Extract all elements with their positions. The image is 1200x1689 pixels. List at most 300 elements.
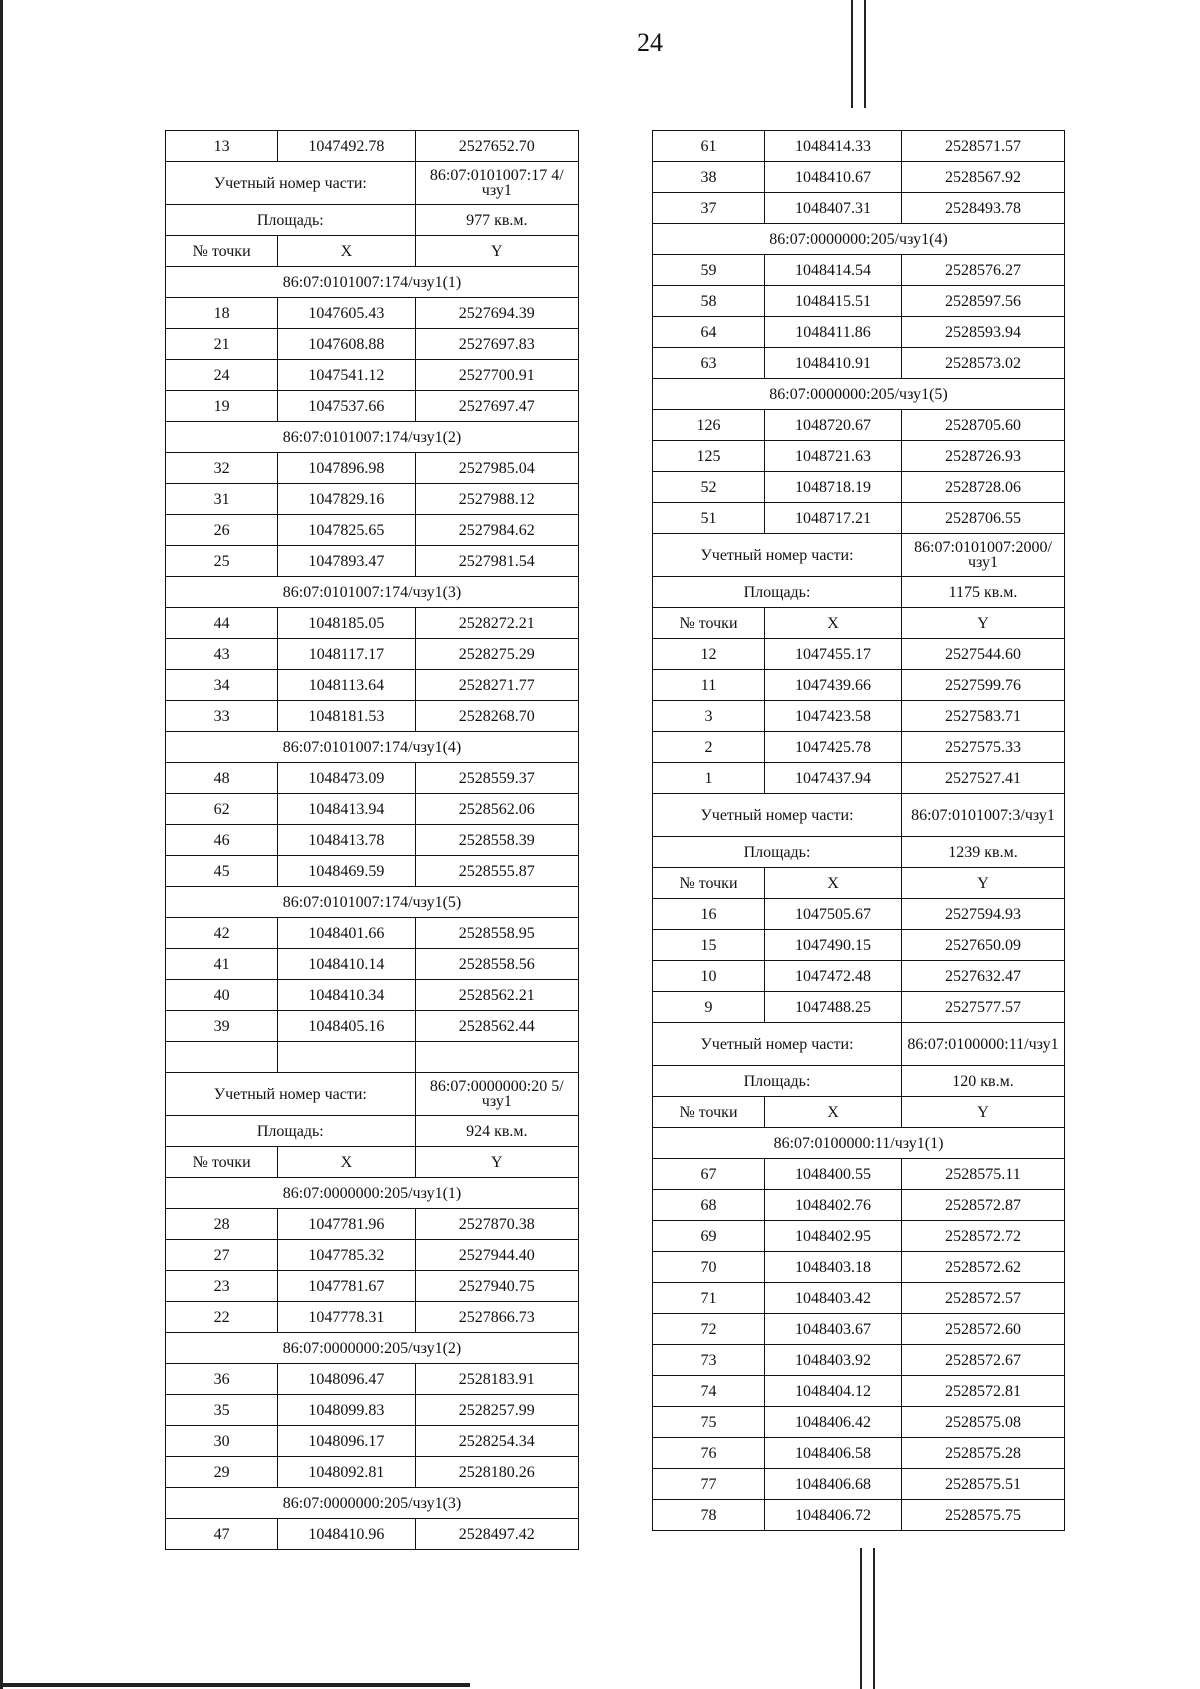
y-coordinate-cell: 2527527.41 bbox=[902, 763, 1065, 794]
y-coordinate-cell: 2528562.06 bbox=[415, 794, 578, 825]
column-header-row bbox=[166, 1147, 579, 1178]
x-coordinate-cell: 1047893.47 bbox=[278, 546, 415, 577]
y-coordinate-cell: 2528575.51 bbox=[902, 1469, 1065, 1500]
point-number-cell: 62 bbox=[166, 794, 278, 825]
y-coordinate-cell: 2528558.56 bbox=[415, 949, 578, 980]
table-row bbox=[653, 503, 1065, 534]
account-number-label: Учетный номер части: bbox=[166, 1073, 416, 1116]
scan-artifact-line bbox=[864, 0, 866, 108]
account-number-value: 86:07:0101007:2000/чзу1 bbox=[902, 534, 1065, 577]
x-coordinate-cell: 1047781.67 bbox=[278, 1271, 415, 1302]
y-coordinate-cell: 2528183.91 bbox=[415, 1364, 578, 1395]
point-number-cell: 78 bbox=[653, 1500, 765, 1531]
x-coordinate-cell: 1047492.78 bbox=[278, 131, 415, 162]
y-coordinate-cell: 2528271.77 bbox=[415, 670, 578, 701]
point-number-cell: 33 bbox=[166, 701, 278, 732]
table-row bbox=[166, 1209, 579, 1240]
y-coordinate-cell: 2528257.99 bbox=[415, 1395, 578, 1426]
x-coordinate-cell: 1048473.09 bbox=[278, 763, 415, 794]
y-coordinate-cell: 2528558.95 bbox=[415, 918, 578, 949]
point-number-cell: 21 bbox=[166, 329, 278, 360]
y-coordinate-cell: 2528726.93 bbox=[902, 441, 1065, 472]
point-number-cell: 30 bbox=[166, 1426, 278, 1457]
column-header-row bbox=[166, 236, 579, 267]
x-coordinate-cell: 1048181.53 bbox=[278, 701, 415, 732]
x-coordinate-cell: 1048414.54 bbox=[765, 255, 902, 286]
contour-label-cell: 86:07:0100000:11/чзу1(1) bbox=[653, 1128, 1065, 1159]
y-coordinate-cell: 2527652.70 bbox=[415, 131, 578, 162]
x-coordinate-cell: 1048414.33 bbox=[765, 131, 902, 162]
point-number-cell: 22 bbox=[166, 1302, 278, 1333]
y-coordinate-cell: 2527697.47 bbox=[415, 391, 578, 422]
point-number-cell: 23 bbox=[166, 1271, 278, 1302]
table-row bbox=[653, 286, 1065, 317]
y-coordinate-cell: 2527981.54 bbox=[415, 546, 578, 577]
y-coordinate-cell: 2528597.56 bbox=[902, 286, 1065, 317]
table-row bbox=[166, 1364, 579, 1395]
point-number-cell: 76 bbox=[653, 1438, 765, 1469]
account-number-row bbox=[653, 1023, 1065, 1066]
point-number-cell: 25 bbox=[166, 546, 278, 577]
point-number-cell: 19 bbox=[166, 391, 278, 422]
column-header-row bbox=[653, 868, 1065, 899]
y-coordinate-cell: 2528572.60 bbox=[902, 1314, 1065, 1345]
area-value: 1175 кв.м. bbox=[902, 577, 1065, 608]
y-coordinate-cell: 2527697.83 bbox=[415, 329, 578, 360]
point-number-cell: 11 bbox=[653, 670, 765, 701]
table-row bbox=[653, 639, 1065, 670]
contour-group-row bbox=[166, 1333, 579, 1364]
table-row bbox=[166, 484, 579, 515]
x-coordinate-cell: 1047781.96 bbox=[278, 1209, 415, 1240]
x-coordinate-cell: 1048413.78 bbox=[278, 825, 415, 856]
table-row bbox=[166, 298, 579, 329]
account-number-value: 86:07:0100000:11/чзу1 bbox=[902, 1023, 1065, 1066]
point-number-header: № точки bbox=[166, 236, 278, 267]
table-row bbox=[166, 329, 579, 360]
y-coordinate-cell: 2528180.26 bbox=[415, 1457, 578, 1488]
table-row bbox=[166, 701, 579, 732]
table-row bbox=[653, 472, 1065, 503]
account-number-label: Учетный номер части: bbox=[166, 162, 416, 205]
y-coordinate-cell: 2528575.08 bbox=[902, 1407, 1065, 1438]
scan-artifact-line bbox=[851, 0, 853, 108]
area-row bbox=[653, 577, 1065, 608]
table-row bbox=[653, 1190, 1065, 1221]
x-coordinate-cell: 1047537.66 bbox=[278, 391, 415, 422]
table-row bbox=[653, 763, 1065, 794]
area-row bbox=[166, 1116, 579, 1147]
y-coordinate-cell: 2527870.38 bbox=[415, 1209, 578, 1240]
table-row bbox=[653, 1407, 1065, 1438]
x-coordinate-cell: 1047608.88 bbox=[278, 329, 415, 360]
x-coordinate-cell: 1047437.94 bbox=[765, 763, 902, 794]
point-number-cell: 41 bbox=[166, 949, 278, 980]
y-coordinate-cell: 2528254.34 bbox=[415, 1426, 578, 1457]
point-number-cell: 31 bbox=[166, 484, 278, 515]
scan-artifact-line bbox=[860, 1548, 862, 1689]
x-header: X bbox=[765, 1097, 902, 1128]
contour-label-cell: 86:07:0101007:174/чзу1(2) bbox=[166, 422, 579, 453]
table-row bbox=[166, 515, 579, 546]
x-header: X bbox=[765, 868, 902, 899]
point-number-cell: 63 bbox=[653, 348, 765, 379]
table-row bbox=[653, 1159, 1065, 1190]
x-coordinate-cell: 1048720.67 bbox=[765, 410, 902, 441]
contour-label-cell: 86:07:0000000:205/чзу1(4) bbox=[653, 224, 1065, 255]
contour-group-row bbox=[166, 732, 579, 763]
point-number-cell: 69 bbox=[653, 1221, 765, 1252]
point-number-cell: 16 bbox=[653, 899, 765, 930]
point-number-cell: 61 bbox=[653, 131, 765, 162]
y-coordinate-cell: 2528706.55 bbox=[902, 503, 1065, 534]
area-value: 120 кв.м. bbox=[902, 1066, 1065, 1097]
x-header: X bbox=[278, 1147, 415, 1178]
contour-group-row bbox=[653, 224, 1065, 255]
table-row bbox=[166, 608, 579, 639]
table-row bbox=[653, 899, 1065, 930]
table-row bbox=[653, 410, 1065, 441]
table-row bbox=[166, 918, 579, 949]
x-header: X bbox=[278, 236, 415, 267]
right-coordinates-table bbox=[652, 130, 1065, 1531]
area-value: 1239 кв.м. bbox=[902, 837, 1065, 868]
contour-group-row bbox=[653, 379, 1065, 410]
point-number-cell: 15 bbox=[653, 930, 765, 961]
right-table-body bbox=[653, 131, 1065, 1531]
x-coordinate-cell: 1047490.15 bbox=[765, 930, 902, 961]
empty-cell bbox=[166, 1042, 278, 1073]
scan-artifact-line bbox=[0, 1683, 470, 1687]
x-coordinate-cell: 1047472.48 bbox=[765, 961, 902, 992]
contour-group-row bbox=[653, 1128, 1065, 1159]
x-coordinate-cell: 1048402.95 bbox=[765, 1221, 902, 1252]
y-coordinate-cell: 2528572.62 bbox=[902, 1252, 1065, 1283]
table-row bbox=[166, 825, 579, 856]
y-coordinate-cell: 2528572.72 bbox=[902, 1221, 1065, 1252]
y-coordinate-cell: 2528575.75 bbox=[902, 1500, 1065, 1531]
contour-label-cell: 86:07:0000000:205/чзу1(2) bbox=[166, 1333, 579, 1364]
table-row bbox=[653, 1500, 1065, 1531]
y-coordinate-cell: 2528705.60 bbox=[902, 410, 1065, 441]
y-coordinate-cell: 2528572.57 bbox=[902, 1283, 1065, 1314]
point-number-cell: 64 bbox=[653, 317, 765, 348]
y-coordinate-cell: 2528268.70 bbox=[415, 701, 578, 732]
point-number-cell: 42 bbox=[166, 918, 278, 949]
point-number-cell: 13 bbox=[166, 131, 278, 162]
point-number-cell: 38 bbox=[653, 162, 765, 193]
point-number-cell: 32 bbox=[166, 453, 278, 484]
account-number-value: 86:07:0000000:20 5/чзу1 bbox=[415, 1073, 578, 1116]
table-row bbox=[166, 1457, 579, 1488]
area-value: 924 кв.м. bbox=[415, 1116, 578, 1147]
x-coordinate-cell: 1048410.91 bbox=[765, 348, 902, 379]
point-number-cell: 72 bbox=[653, 1314, 765, 1345]
point-number-header: № точки bbox=[653, 1097, 765, 1128]
point-number-header: № точки bbox=[653, 608, 765, 639]
y-coordinate-cell: 2527694.39 bbox=[415, 298, 578, 329]
x-coordinate-cell: 1048411.86 bbox=[765, 317, 902, 348]
x-coordinate-cell: 1048400.55 bbox=[765, 1159, 902, 1190]
point-number-cell: 2 bbox=[653, 732, 765, 763]
x-coordinate-cell: 1048403.42 bbox=[765, 1283, 902, 1314]
contour-label-cell: 86:07:0101007:174/чзу1(4) bbox=[166, 732, 579, 763]
account-number-row bbox=[653, 534, 1065, 577]
y-header: Y bbox=[902, 1097, 1065, 1128]
point-number-cell: 3 bbox=[653, 701, 765, 732]
account-number-label: Учетный номер части: bbox=[653, 534, 902, 577]
table-row bbox=[653, 1376, 1065, 1407]
account-number-label: Учетный номер части: bbox=[653, 794, 902, 837]
x-coordinate-cell: 1048096.47 bbox=[278, 1364, 415, 1395]
y-coordinate-cell: 2528593.94 bbox=[902, 317, 1065, 348]
point-number-cell: 36 bbox=[166, 1364, 278, 1395]
point-number-cell: 10 bbox=[653, 961, 765, 992]
y-coordinate-cell: 2528571.57 bbox=[902, 131, 1065, 162]
y-coordinate-cell: 2527594.93 bbox=[902, 899, 1065, 930]
x-coordinate-cell: 1048717.21 bbox=[765, 503, 902, 534]
table-row bbox=[166, 794, 579, 825]
x-coordinate-cell: 1048403.92 bbox=[765, 1345, 902, 1376]
table-row bbox=[166, 1426, 579, 1457]
table-row bbox=[653, 930, 1065, 961]
y-coordinate-cell: 2528558.39 bbox=[415, 825, 578, 856]
x-coordinate-cell: 1047778.31 bbox=[278, 1302, 415, 1333]
y-coordinate-cell: 2528567.92 bbox=[902, 162, 1065, 193]
account-number-row bbox=[653, 794, 1065, 837]
point-number-cell: 44 bbox=[166, 608, 278, 639]
x-coordinate-cell: 1047488.25 bbox=[765, 992, 902, 1023]
point-number-cell: 34 bbox=[166, 670, 278, 701]
y-coordinate-cell: 2527577.57 bbox=[902, 992, 1065, 1023]
x-coordinate-cell: 1047425.78 bbox=[765, 732, 902, 763]
x-coordinate-cell: 1048403.18 bbox=[765, 1252, 902, 1283]
y-coordinate-cell: 2528272.21 bbox=[415, 608, 578, 639]
x-coordinate-cell: 1047785.32 bbox=[278, 1240, 415, 1271]
y-coordinate-cell: 2528575.11 bbox=[902, 1159, 1065, 1190]
point-number-cell: 51 bbox=[653, 503, 765, 534]
table-row bbox=[166, 1271, 579, 1302]
left-coordinates-table bbox=[165, 130, 579, 1550]
x-coordinate-cell: 1048185.05 bbox=[278, 608, 415, 639]
contour-label-cell: 86:07:0000000:205/чзу1(5) bbox=[653, 379, 1065, 410]
page-number: 24 bbox=[637, 28, 663, 57]
point-number-cell: 73 bbox=[653, 1345, 765, 1376]
y-coordinate-cell: 2528572.67 bbox=[902, 1345, 1065, 1376]
point-number-cell: 18 bbox=[166, 298, 278, 329]
point-number-cell: 47 bbox=[166, 1519, 278, 1550]
y-coordinate-cell: 2527650.09 bbox=[902, 930, 1065, 961]
point-number-cell: 29 bbox=[166, 1457, 278, 1488]
table-row bbox=[653, 317, 1065, 348]
point-number-cell: 28 bbox=[166, 1209, 278, 1240]
y-coordinate-cell: 2528573.02 bbox=[902, 348, 1065, 379]
x-coordinate-cell: 1047825.65 bbox=[278, 515, 415, 546]
point-number-cell: 9 bbox=[653, 992, 765, 1023]
point-number-cell: 52 bbox=[653, 472, 765, 503]
point-number-cell: 68 bbox=[653, 1190, 765, 1221]
x-coordinate-cell: 1048113.64 bbox=[278, 670, 415, 701]
x-coordinate-cell: 1048410.67 bbox=[765, 162, 902, 193]
point-number-header: № точки bbox=[166, 1147, 278, 1178]
table-row bbox=[166, 1519, 579, 1550]
x-coordinate-cell: 1048469.59 bbox=[278, 856, 415, 887]
x-coordinate-cell: 1048410.96 bbox=[278, 1519, 415, 1550]
area-value: 977 кв.м. bbox=[415, 205, 578, 236]
table-row bbox=[166, 453, 579, 484]
point-number-cell: 46 bbox=[166, 825, 278, 856]
x-coordinate-cell: 1048402.76 bbox=[765, 1190, 902, 1221]
x-coordinate-cell: 1047541.12 bbox=[278, 360, 415, 391]
y-coordinate-cell: 2528497.42 bbox=[415, 1519, 578, 1550]
point-number-cell: 59 bbox=[653, 255, 765, 286]
y-coordinate-cell: 2527544.60 bbox=[902, 639, 1065, 670]
x-coordinate-cell: 1048415.51 bbox=[765, 286, 902, 317]
point-number-cell: 43 bbox=[166, 639, 278, 670]
y-coordinate-cell: 2528572.81 bbox=[902, 1376, 1065, 1407]
area-label: Площадь: bbox=[166, 205, 416, 236]
account-number-label: Учетный номер части: bbox=[653, 1023, 902, 1066]
x-coordinate-cell: 1047439.66 bbox=[765, 670, 902, 701]
y-coordinate-cell: 2527984.62 bbox=[415, 515, 578, 546]
point-number-cell: 37 bbox=[653, 193, 765, 224]
table-row bbox=[653, 131, 1065, 162]
point-number-cell: 70 bbox=[653, 1252, 765, 1283]
table-row bbox=[166, 670, 579, 701]
point-number-cell: 12 bbox=[653, 639, 765, 670]
x-coordinate-cell: 1048403.67 bbox=[765, 1314, 902, 1345]
area-label: Площадь: bbox=[166, 1116, 416, 1147]
y-coordinate-cell: 2527583.71 bbox=[902, 701, 1065, 732]
table-row bbox=[653, 162, 1065, 193]
point-number-cell: 71 bbox=[653, 1283, 765, 1314]
contour-group-row bbox=[166, 1488, 579, 1519]
area-row bbox=[166, 205, 579, 236]
table-row bbox=[653, 961, 1065, 992]
x-coordinate-cell: 1047896.98 bbox=[278, 453, 415, 484]
account-number-row bbox=[166, 162, 579, 205]
x-coordinate-cell: 1047829.16 bbox=[278, 484, 415, 515]
x-coordinate-cell: 1048406.72 bbox=[765, 1500, 902, 1531]
table-row bbox=[166, 360, 579, 391]
y-coordinate-cell: 2528493.78 bbox=[902, 193, 1065, 224]
x-coordinate-cell: 1048410.34 bbox=[278, 980, 415, 1011]
x-coordinate-cell: 1047423.58 bbox=[765, 701, 902, 732]
point-number-cell: 24 bbox=[166, 360, 278, 391]
x-coordinate-cell: 1047605.43 bbox=[278, 298, 415, 329]
contour-group-row bbox=[166, 422, 579, 453]
point-number-header: № точки bbox=[653, 868, 765, 899]
x-coordinate-cell: 1048096.17 bbox=[278, 1426, 415, 1457]
y-coordinate-cell: 2528275.29 bbox=[415, 639, 578, 670]
x-coordinate-cell: 1048092.81 bbox=[278, 1457, 415, 1488]
empty-cell bbox=[415, 1042, 578, 1073]
table-row bbox=[166, 546, 579, 577]
point-number-cell: 48 bbox=[166, 763, 278, 794]
point-number-cell: 77 bbox=[653, 1469, 765, 1500]
contour-group-row bbox=[166, 887, 579, 918]
y-coordinate-cell: 2527632.47 bbox=[902, 961, 1065, 992]
x-coordinate-cell: 1048401.66 bbox=[278, 918, 415, 949]
y-coordinate-cell: 2527866.73 bbox=[415, 1302, 578, 1333]
column-header-row bbox=[653, 1097, 1065, 1128]
point-number-cell: 58 bbox=[653, 286, 765, 317]
table-row bbox=[653, 193, 1065, 224]
table-row bbox=[166, 1011, 579, 1042]
table-row bbox=[653, 992, 1065, 1023]
y-header: Y bbox=[902, 868, 1065, 899]
left-table-body bbox=[166, 131, 579, 1550]
y-coordinate-cell: 2528728.06 bbox=[902, 472, 1065, 503]
y-coordinate-cell: 2527985.04 bbox=[415, 453, 578, 484]
table-row bbox=[166, 980, 579, 1011]
x-coordinate-cell: 1047505.67 bbox=[765, 899, 902, 930]
column-header-row bbox=[653, 608, 1065, 639]
x-coordinate-cell: 1048404.12 bbox=[765, 1376, 902, 1407]
table-row bbox=[166, 1395, 579, 1426]
table-row bbox=[166, 391, 579, 422]
y-header: Y bbox=[902, 608, 1065, 639]
table-row bbox=[653, 1314, 1065, 1345]
area-row bbox=[653, 837, 1065, 868]
table-row bbox=[166, 856, 579, 887]
empty-cell bbox=[278, 1042, 415, 1073]
contour-label-cell: 86:07:0101007:174/чзу1(1) bbox=[166, 267, 579, 298]
account-number-row bbox=[166, 1073, 579, 1116]
x-coordinate-cell: 1048406.42 bbox=[765, 1407, 902, 1438]
point-number-cell: 126 bbox=[653, 410, 765, 441]
point-number-cell: 26 bbox=[166, 515, 278, 546]
area-label: Площадь: bbox=[653, 837, 902, 868]
table-row bbox=[166, 949, 579, 980]
contour-group-row bbox=[166, 1178, 579, 1209]
point-number-cell: 35 bbox=[166, 1395, 278, 1426]
x-coordinate-cell: 1048099.83 bbox=[278, 1395, 415, 1426]
point-number-cell: 1 bbox=[653, 763, 765, 794]
table-row bbox=[166, 763, 579, 794]
table-row bbox=[653, 1252, 1065, 1283]
x-coordinate-cell: 1048406.58 bbox=[765, 1438, 902, 1469]
table-row bbox=[166, 131, 579, 162]
x-coordinate-cell: 1048406.68 bbox=[765, 1469, 902, 1500]
table-row bbox=[653, 348, 1065, 379]
account-number-value: 86:07:0101007:17 4/чзу1 bbox=[415, 162, 578, 205]
table-row bbox=[653, 441, 1065, 472]
point-number-cell: 67 bbox=[653, 1159, 765, 1190]
point-number-cell: 74 bbox=[653, 1376, 765, 1407]
x-coordinate-cell: 1048410.14 bbox=[278, 949, 415, 980]
x-coordinate-cell: 1048413.94 bbox=[278, 794, 415, 825]
x-coordinate-cell: 1048718.19 bbox=[765, 472, 902, 503]
y-coordinate-cell: 2527944.40 bbox=[415, 1240, 578, 1271]
x-coordinate-cell: 1048721.63 bbox=[765, 441, 902, 472]
area-row bbox=[653, 1066, 1065, 1097]
x-coordinate-cell: 1048407.31 bbox=[765, 193, 902, 224]
y-coordinate-cell: 2528575.28 bbox=[902, 1438, 1065, 1469]
blank-row bbox=[166, 1042, 579, 1073]
account-number-value: 86:07:0101007:3/чзу1 bbox=[902, 794, 1065, 837]
x-header: X bbox=[765, 608, 902, 639]
y-coordinate-cell: 2528576.27 bbox=[902, 255, 1065, 286]
x-coordinate-cell: 1047455.17 bbox=[765, 639, 902, 670]
y-coordinate-cell: 2528562.21 bbox=[415, 980, 578, 1011]
x-coordinate-cell: 1048405.16 bbox=[278, 1011, 415, 1042]
table-row bbox=[653, 732, 1065, 763]
table-row bbox=[653, 1345, 1065, 1376]
point-number-cell: 40 bbox=[166, 980, 278, 1011]
contour-label-cell: 86:07:0000000:205/чзу1(3) bbox=[166, 1488, 579, 1519]
y-header: Y bbox=[415, 236, 578, 267]
